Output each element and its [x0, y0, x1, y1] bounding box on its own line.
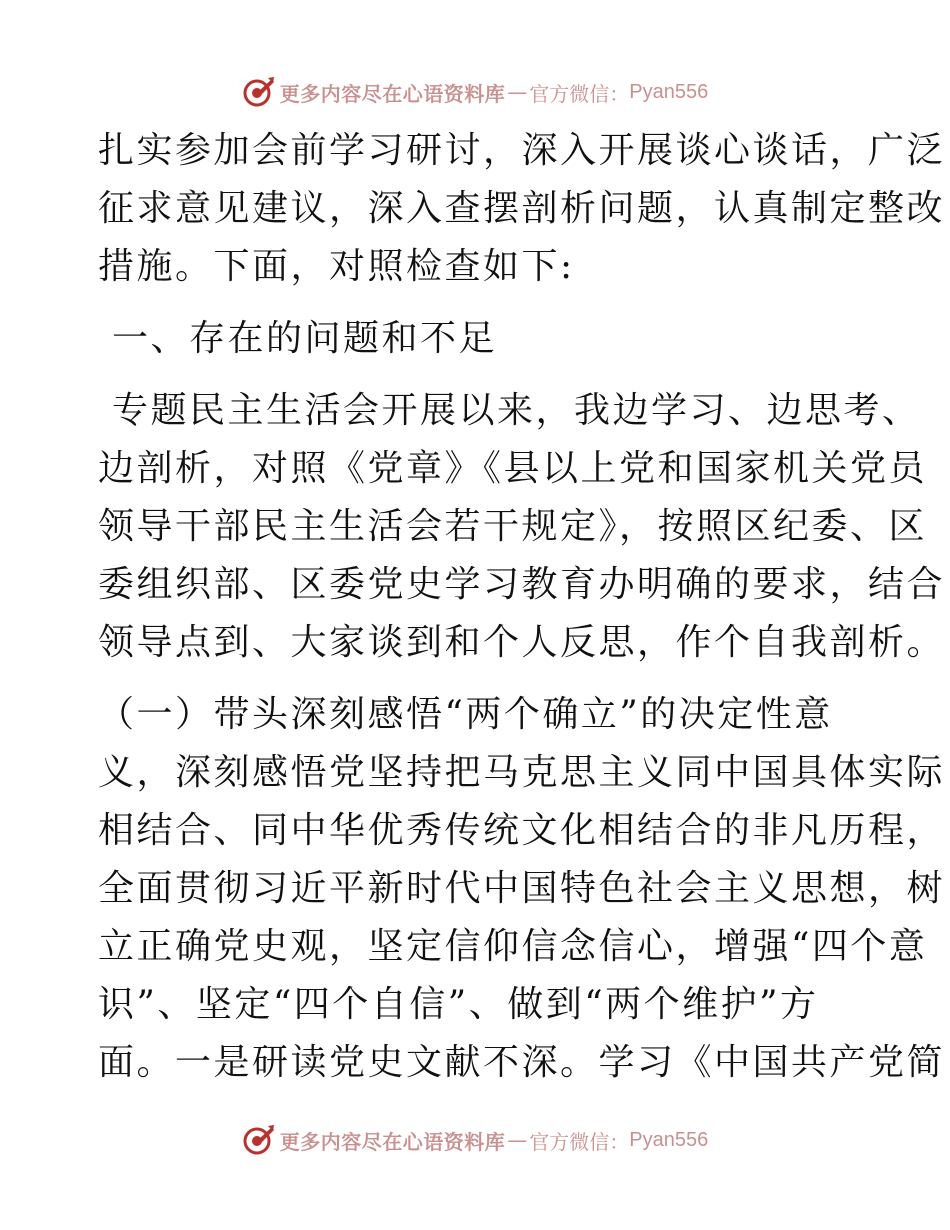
paragraph-point-one	[98, 686, 946, 1092]
site-name: 更多内容尽在心语资料库	[279, 81, 506, 106]
text-line: 措施。下面，对照检查如下:	[98, 246, 575, 287]
header-banner	[0, 70, 950, 114]
brand-logo-icon	[242, 1123, 276, 1157]
banner-separator: —	[507, 1128, 528, 1152]
text-line: 边剖析，对照《党章》《县以上党和国家机关党员	[98, 448, 928, 489]
wechat-label: 官方微信：	[529, 1129, 630, 1154]
site-name: 更多内容尽在心语资料库	[279, 1129, 506, 1154]
wechat-id: Pyan556	[629, 1128, 709, 1151]
text-line: 立正确党史观，坚定信仰信念信心，增强“四个意	[98, 926, 928, 967]
text-line: 全面贯彻习近平新时代中国特色社会主义思想，树	[98, 868, 946, 909]
text-line: 委组织部、区委党史学习教育办明确的要求，结合	[98, 564, 946, 605]
text-line: 领导点到、大家谈到和个人反思，作个自我剖析。	[98, 622, 946, 663]
document-body	[98, 122, 946, 1092]
heading-line: 一、存在的问题和不足	[98, 318, 497, 359]
text-line: 领导干部民主生活会若干规定》，按照区纪委、区	[98, 506, 928, 547]
text-line: 识”、坚定“四个自信”、做到“两个维护”方	[98, 984, 819, 1025]
text-line: 扎实参加会前学习研讨，深入开展谈心谈话，广泛	[98, 130, 946, 171]
section-heading	[98, 310, 854, 368]
brand-logo-icon	[242, 75, 276, 109]
banner-separator: —	[507, 80, 528, 104]
text-line: 专题民主生活会开展以来，我边学习、边思考、	[98, 390, 921, 431]
text-line: 面。一是研读党史文献不深。学习《中国共产党简	[98, 1042, 946, 1083]
wechat-id: Pyan556	[629, 80, 709, 103]
text-line: 相结合、同中华优秀传统文化相结合的非凡历程，	[98, 810, 946, 851]
text-line: 征求意见建议，深入查摆剖析问题，认真制定整改	[98, 188, 946, 229]
text-line: （一）带头深刻感悟“两个确立”的决定性意	[98, 694, 833, 735]
paragraph-intro	[98, 122, 946, 296]
text-line: 义，深刻感悟党坚持把马克思主义同中国具体实际	[98, 752, 946, 793]
wechat-label: 官方微信：	[529, 81, 630, 106]
footer-banner	[0, 1118, 950, 1162]
paragraph-overview	[98, 382, 946, 672]
